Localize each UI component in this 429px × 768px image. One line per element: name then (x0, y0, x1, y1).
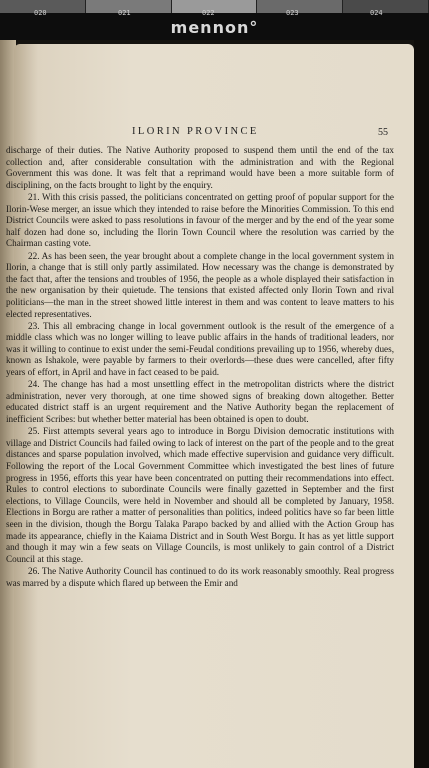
running-title: ILORIN PROVINCE (132, 126, 259, 137)
paragraph: 23. This all embracing change in local government outlook is the result of the emergence of a middle class which was no longer willing to leave public affairs in the hands of traditional leaders, nor was it willing to continue to exist under the semi-Feudal conditions prevailing up to 1956, whereby dues, known as Ishakole, were payable by farmers to their overlords—these dues were cancelled, after fifty years of effort, in April and have in fact ceased to be paid. (6, 320, 394, 378)
scanner-bar (0, 0, 429, 40)
paragraph: 22. As has been seen, the year brought about a complete change in the local government system in Ilorin, a change that is still only partly assimilated. How necessary was the change is demonstrated by the fact that, after the tensions and troubles of 1956, the people as a whole displayed their satisfaction in the new organisation by their quietude. The tensions that existed affected only Ilorin Town and rival politicians—the man in the street showed little interest in them and was content to leave matters to his elected representatives. (6, 250, 394, 319)
page-body (6, 145, 394, 590)
brand-text: mennon (170, 18, 250, 37)
patch-label: 023 (286, 9, 299, 17)
patch-label: 020 (34, 9, 47, 17)
scanner-right-edge (414, 40, 429, 768)
paragraph: discharge of their duties. The Native Authority proposed to suspend them until the end of the tax collection and, after considerable consultation with the administration and with the Regional Government this was done. It was felt that a reprimand would have been a more suitable form of disciplining, on the facts brought to light by the enquiry. (6, 145, 394, 190)
patch-label: 022 (202, 9, 215, 17)
page-number: 55 (378, 127, 388, 138)
brand-mark: ° (249, 18, 259, 37)
patch-label: 024 (370, 9, 383, 17)
paragraph: 26. The Native Authority Council has continued to do its work reasonably smoothly. Real progress was marred by a dispute which flared up between the Emir and (6, 565, 394, 588)
paragraph: 24. The change has had a most unsettling effect in the metropolitan districts where the district administration, never very thorough, at one time showed signs of breaking down altogether. Better educated district staff is an urgent requirement and the Native Authority began the replacement of inefficient Scribes: but whether better material has been obtained is open to doubt. (6, 379, 394, 425)
calibration-patch (257, 0, 343, 13)
paragraph: 25. First attempts several years ago to introduce in Borgu Division democratic institutions with village and District Councils had failed owing to lack of interest on the part of the people and to the great distances and sparse population involved, which made effective supervision and guidance very difficult. Following the report of the Local Government Committee which investigated the best lines of future progress in 1956, efforts this year have been concentrated on putting their recommendations into effect. Rules to control elections to subordinate Councils were finally gazetted in September and the first elections, to Village Councils, were held in November and should all be completed by January, 1958. Elections in Borgu are rather a matter of personalities than politics, indeed politics have so far been little seen in the division, though the Borgu Talaka Parapo backed by and allied with the Action Group has made its appearance, chiefly in the Kaiama District and in South West Borgu. It has as yet little support and though it may win a few seats on Village Councils, is most unlikely to gain control of a District Council at this stage. (6, 426, 394, 564)
calibration-patch (343, 0, 429, 13)
scanner-brand-logo (0, 18, 429, 37)
patch-label: 021 (118, 9, 131, 17)
paragraph: 21. With this crisis passed, the politicians concentrated on getting proof of popular support for the Ilorin-Wese merger, an issue which they intended to raise before the Minorities Commission. To this end District Councils were asked to pass resolutions in favour of the merger and by the end of the year some half dozen had done so, including the Ilorin Town Council where the resolution was carried by the Chairman casting vote. (6, 191, 394, 249)
